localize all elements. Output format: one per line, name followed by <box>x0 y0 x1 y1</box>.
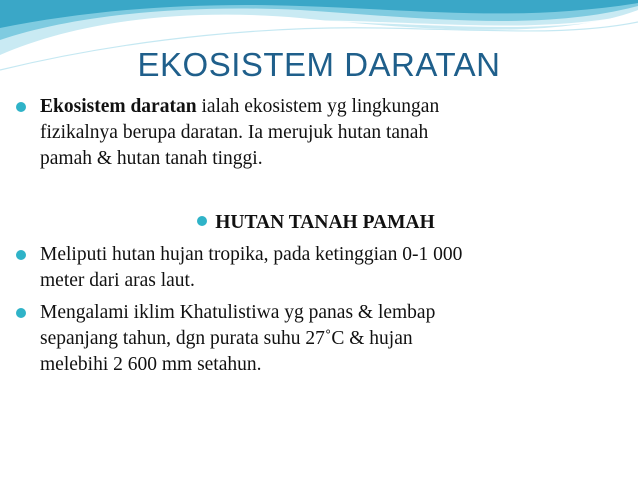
text-line: ialah ekosistem yg lingkungan <box>196 96 440 117</box>
bullet-icon <box>197 216 207 226</box>
slide-content <box>16 94 616 378</box>
text-line: melebihi 2 600 mm setahun. <box>40 354 262 375</box>
bold-term: Ekosistem daratan <box>40 96 197 117</box>
bullet-icon <box>16 308 26 318</box>
bullet-paragraph-2 <box>16 242 616 294</box>
text-line: pamah & hutan tanah tinggi. <box>40 148 263 169</box>
slide-title: EKOSISTEM DARATAN <box>137 46 501 83</box>
subheading: HUTAN TANAH PAMAH <box>215 212 435 233</box>
bullet-paragraph-1 <box>16 94 616 172</box>
text-line: meter dari aras laut. <box>40 270 195 291</box>
bullet-paragraph-3 <box>16 300 616 378</box>
text-line: sepanjang tahun, dgn purata suhu 27˚C & hujan <box>40 328 413 349</box>
text-line: Mengalami iklim Khatulistiwa yg panas & lembap <box>40 302 436 323</box>
subheading-line <box>16 210 616 236</box>
text-line: fizikalnya berupa daratan. Ia merujuk hutan tanah <box>40 122 429 143</box>
bullet-icon <box>16 102 26 112</box>
bullet-icon <box>16 250 26 260</box>
text-line: Meliputi hutan hujan tropika, pada ketinggian 0-1 000 <box>40 244 463 265</box>
